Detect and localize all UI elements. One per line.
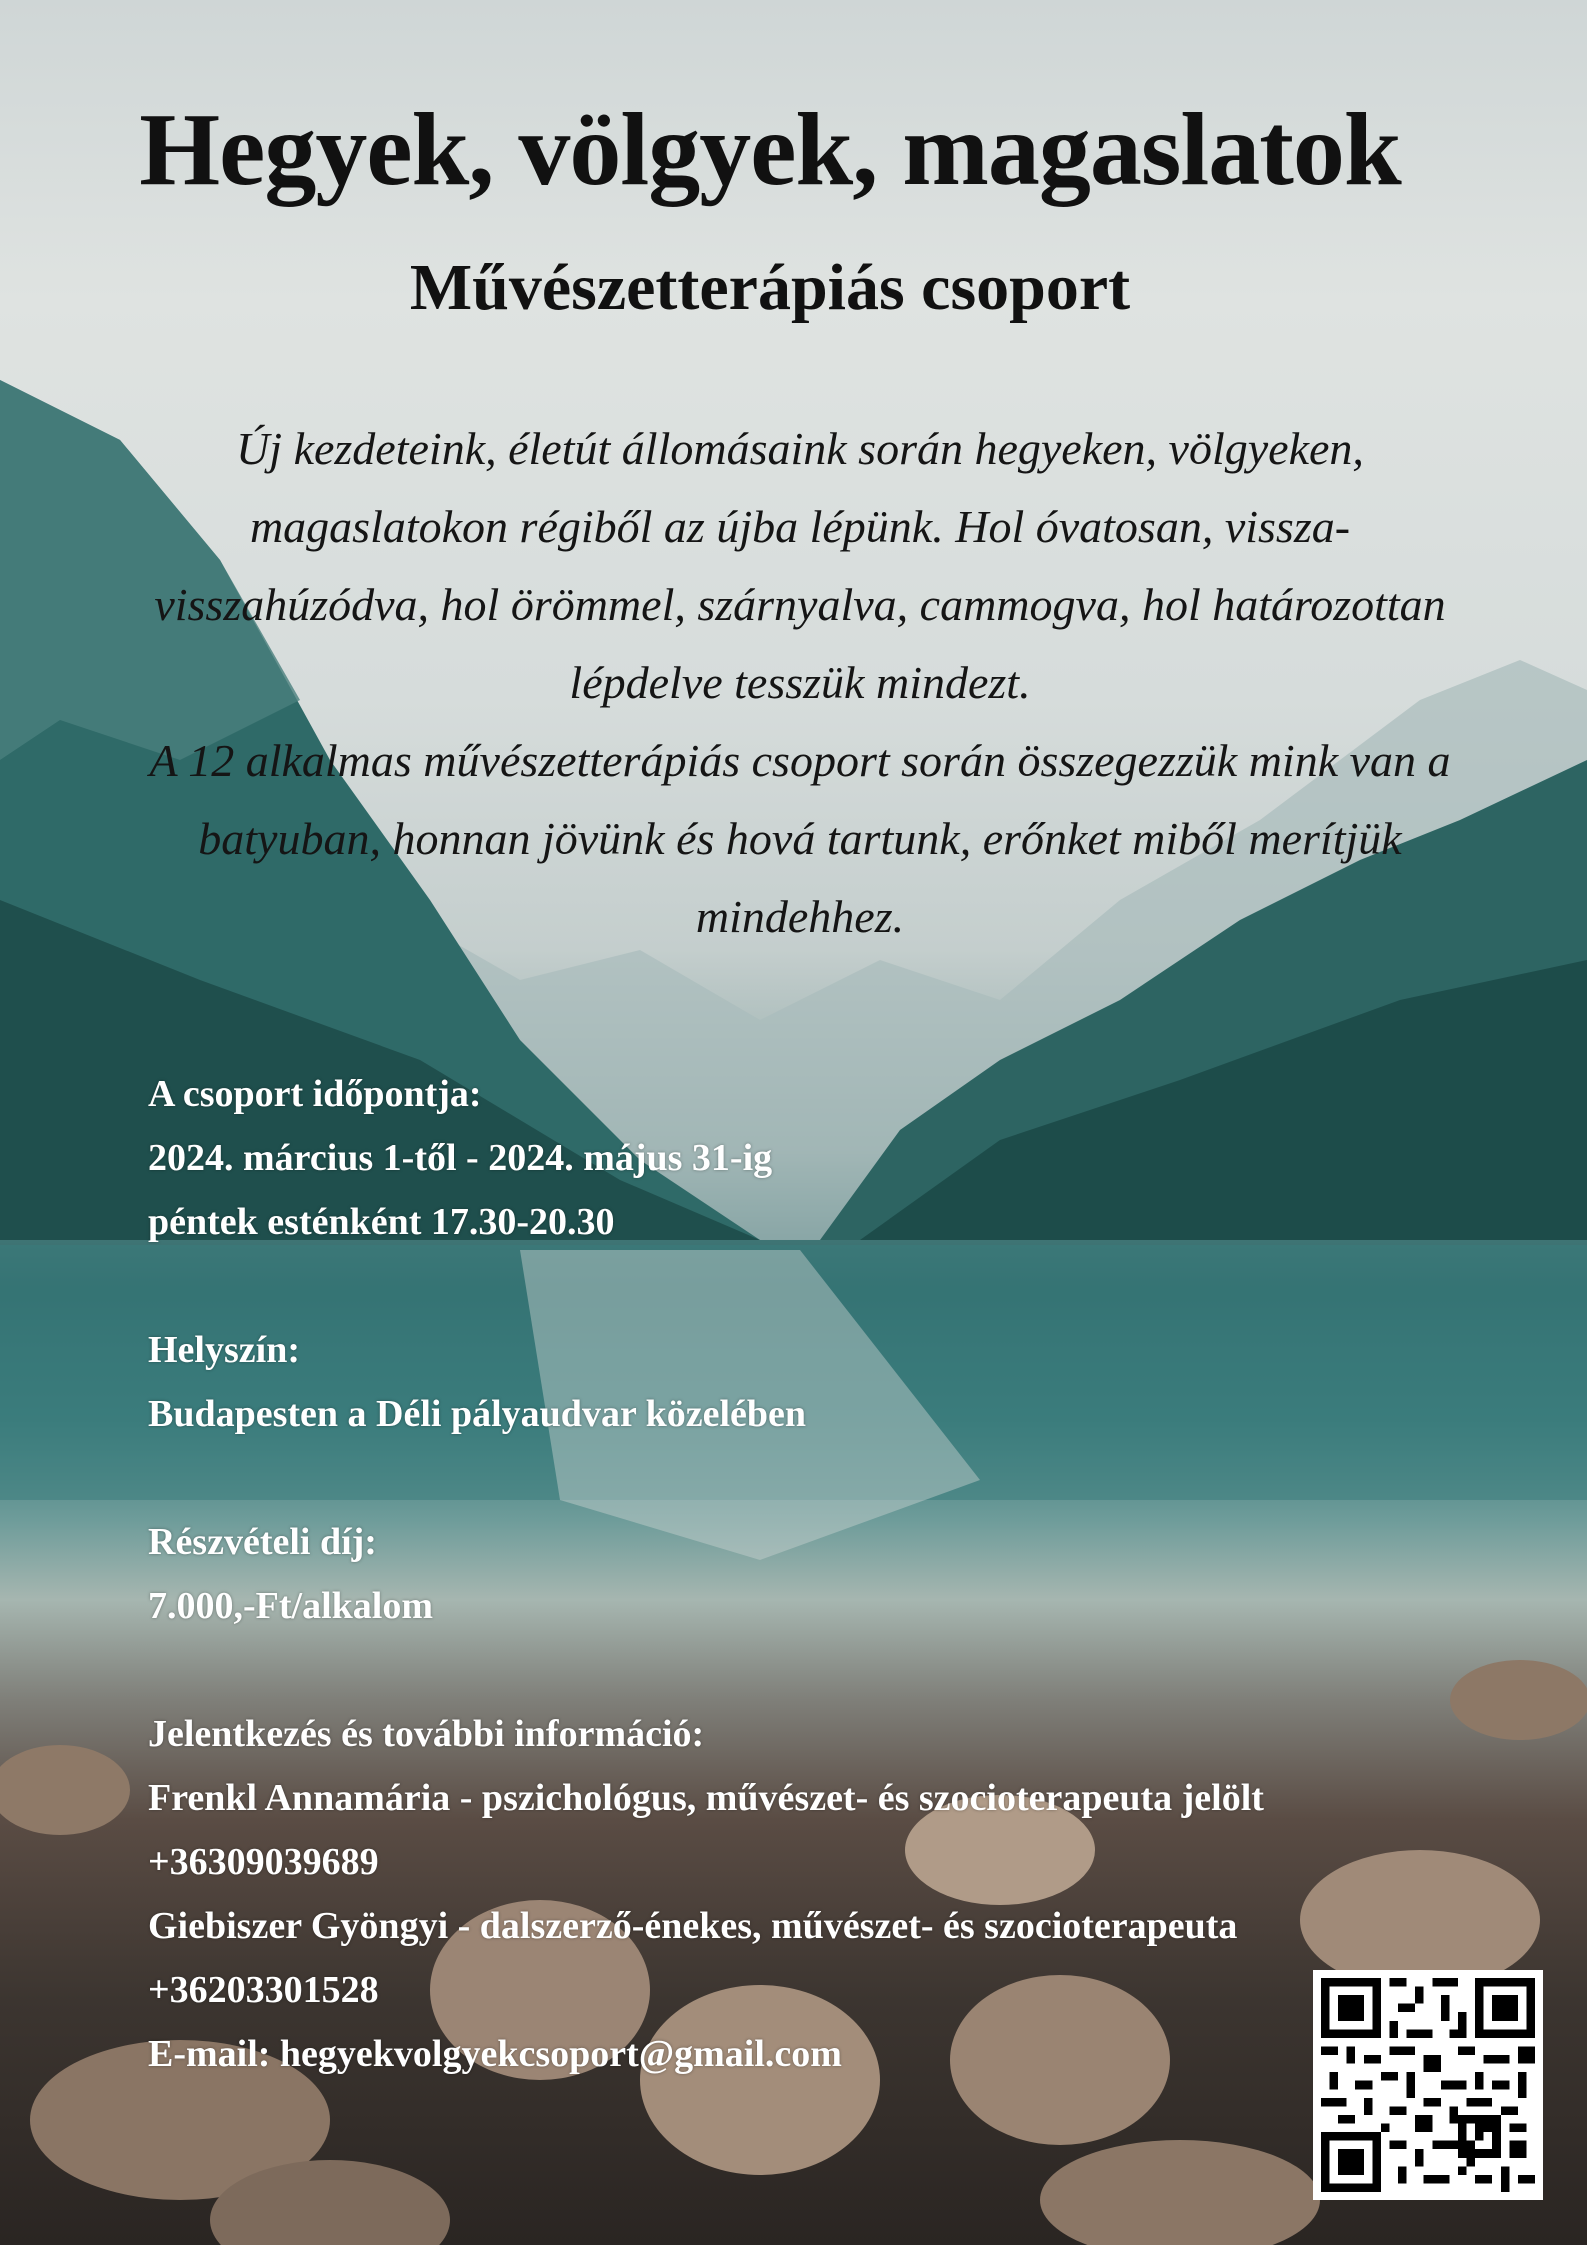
contact-person-1: Frenkl Annamária - pszichológus, művészet- és szocioterapeuta jelölt <box>148 1777 1264 1819</box>
schedule-block <box>148 1062 1348 1254</box>
contact-label: Jelentkezés és további információ: <box>148 1713 705 1755</box>
info-section <box>148 1062 1348 2150</box>
intro-paragraph-2: A 12 alkalmas művészetterápiás csoport során összegezzük mink van a batyuban, honnan jövünk és hová tartunk, erőnket miből merítjük mindehhez. <box>149 735 1451 942</box>
schedule-label: A csoport időpontja: <box>148 1073 482 1115</box>
fee-block <box>148 1510 1348 1638</box>
contact-phone-2[interactable]: +36203301528 <box>148 1969 379 2011</box>
schedule-time: péntek esténként 17.30-20.30 <box>148 1201 615 1243</box>
schedule-dates: 2024. március 1-től - 2024. május 31-ig <box>148 1137 773 1179</box>
location-block <box>148 1318 1348 1446</box>
intro-text <box>120 410 1480 956</box>
intro-paragraph-1: Új kezdeteink, életút állomásaink során hegyeken, völgyeken, magaslatokon régiből az újba lépünk. Hol óvatosan, vissza-visszahúzódva, hol örömmel, szárnyalva, cammogva, hol határozottan lépdelve tesszük mindezt. <box>154 423 1446 708</box>
contact-block <box>148 1702 1348 2086</box>
contact-person-2: Giebiszer Gyöngyi - dalszerző-énekes, művészet- és szocioterapeuta <box>148 1905 1238 1947</box>
location-value: Budapesten a Déli pályaudvar közelében <box>148 1393 807 1435</box>
location-label: Helyszín: <box>148 1329 300 1371</box>
fee-value: 7.000,-Ft/alkalom <box>148 1585 433 1627</box>
fee-label: Részvételi díj: <box>148 1521 377 1563</box>
contact-phone-1[interactable]: +36309039689 <box>148 1841 379 1883</box>
page-subtitle: Művészetterápiás csoport <box>409 251 1131 324</box>
qr-code-icon[interactable] <box>1313 1970 1543 2200</box>
contact-email[interactable]: E-mail: hegyekvolgyekcsoport@gmail.com <box>148 2033 842 2075</box>
qr-code-graphic <box>1321 1978 1535 2192</box>
page-title: Hegyek, völgyek, magaslatok <box>139 92 1401 207</box>
